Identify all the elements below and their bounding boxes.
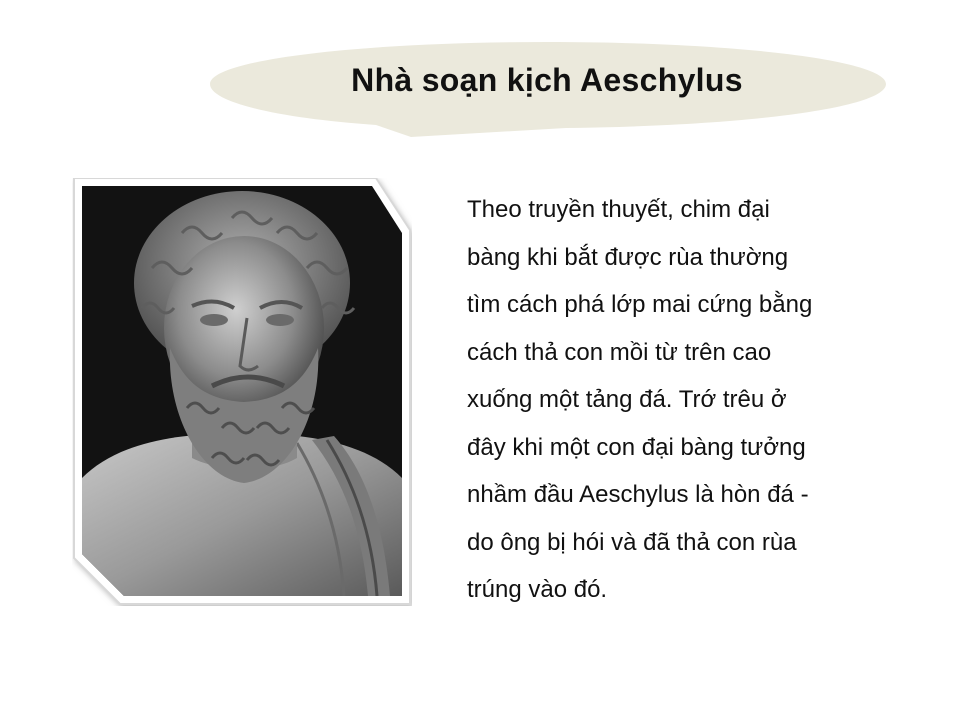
title-speech-bubble xyxy=(206,40,888,140)
body-line: xuống một tảng đá. Trớ trêu ở xyxy=(467,386,787,413)
body-line: trúng vào đó. xyxy=(467,576,608,603)
body-line: Theo truyền thuyết, chim đại xyxy=(467,196,770,223)
body-line: tìm cách phá lớp mai cứng bằng xyxy=(467,291,813,318)
marble-bust-portrait-icon xyxy=(72,178,412,606)
body-line: do ông bị hói và đã thả con rùa xyxy=(467,528,797,556)
body-paragraph xyxy=(467,186,907,614)
body-line: đây khi một con đại bàng tưởng xyxy=(467,433,806,461)
body-line: cách thả con mồi từ trên cao xyxy=(467,338,772,366)
slide-title: Nhà soạn kịch Aeschylus xyxy=(351,62,743,98)
body-line: nhầm đầu Aeschylus là hòn đá - xyxy=(467,481,809,508)
body-line: bàng khi bắt được rùa thường xyxy=(467,243,789,271)
portrait-image xyxy=(72,178,412,606)
